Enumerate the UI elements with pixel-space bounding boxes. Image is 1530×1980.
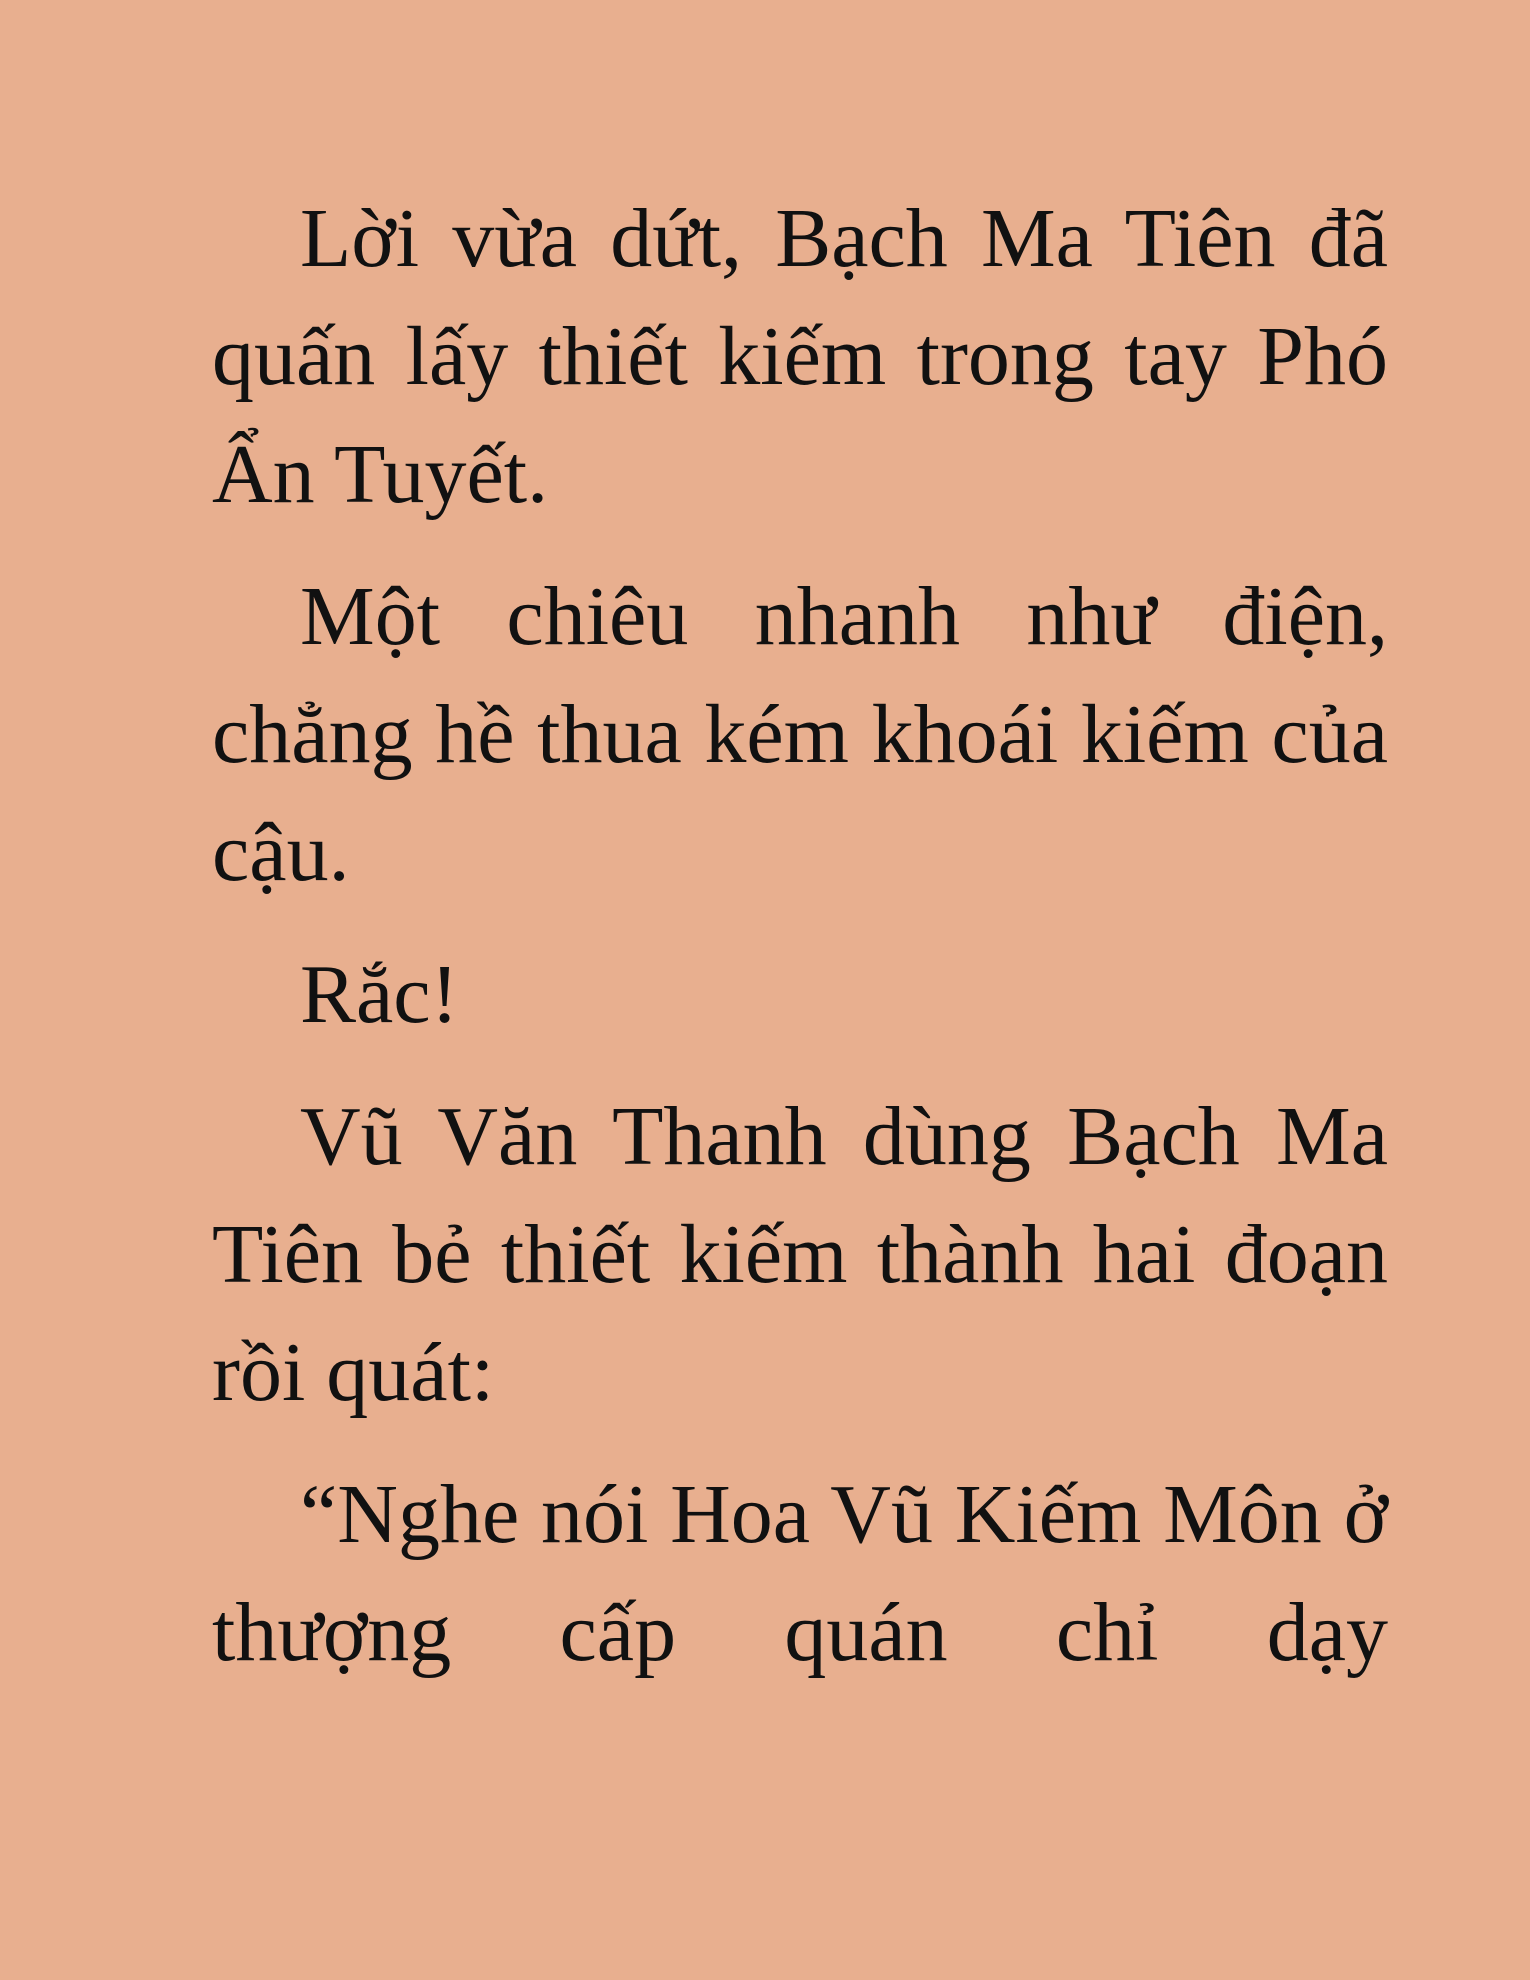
paragraph-3: Rắc!	[300, 948, 459, 1041]
paragraph-4: Vũ Văn Thanh dùng Bạch Ma Tiên bẻ thiết kiếm thành hai đoạn rồi quát:	[212, 1090, 1388, 1419]
paragraph-1: Lời vừa dứt, Bạch Ma Tiên đã quấn lấy thiết kiếm trong tay Phó Ẩn Tuyết.	[212, 192, 1388, 521]
reading-page	[212, 180, 1388, 1692]
paragraph-2: Một chiêu nhanh như điện, chẳng hề thua kém khoái kiếm của cậu.	[212, 570, 1388, 899]
paragraph-5: “Nghe nói Hoa Vũ Kiếm Môn ở thượng cấp quán chỉ dạy	[212, 1468, 1388, 1679]
